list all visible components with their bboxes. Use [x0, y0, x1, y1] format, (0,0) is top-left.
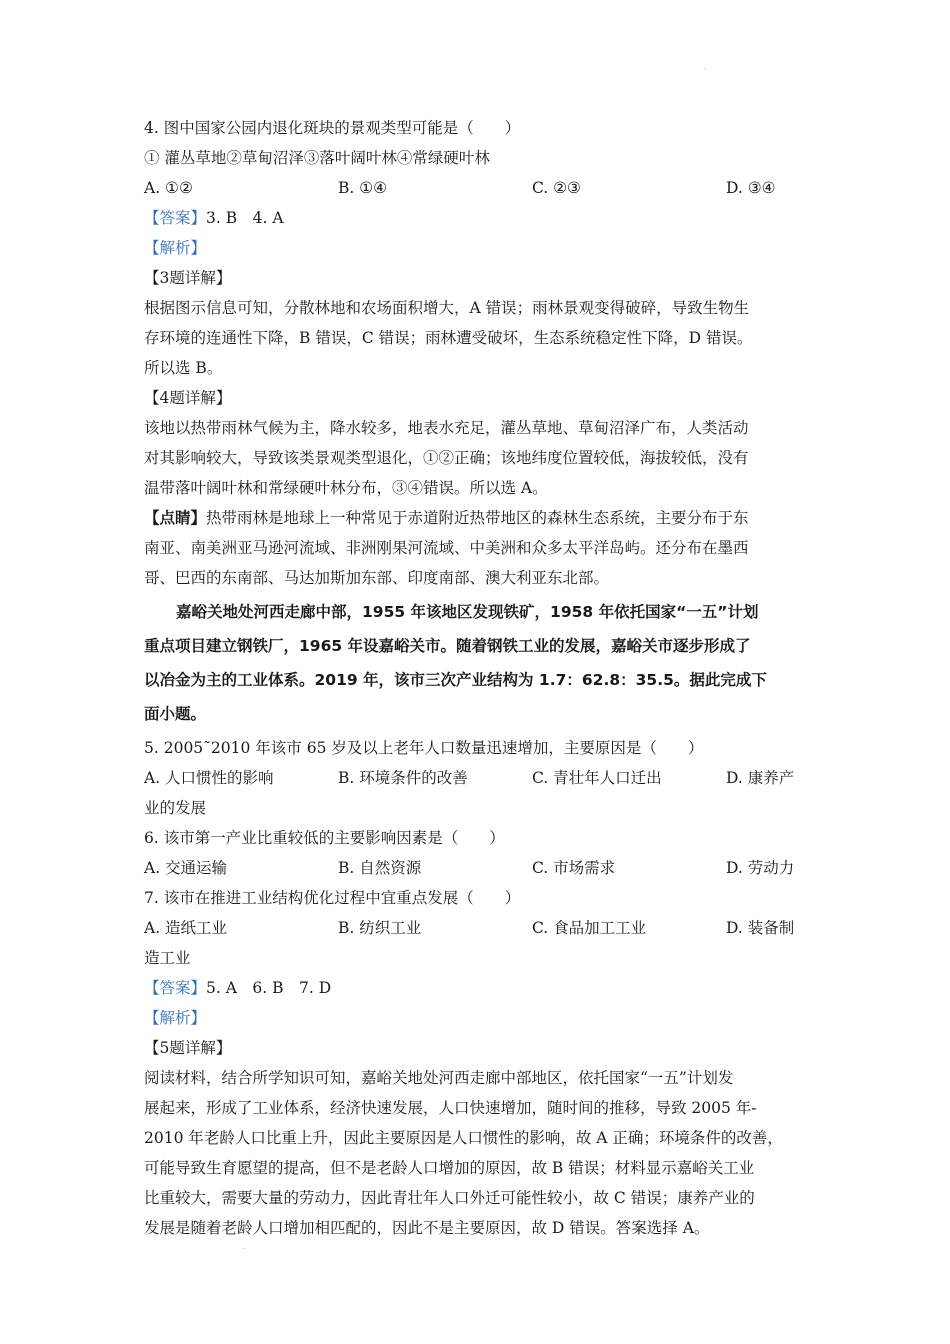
q7-option-c: C. 食品加工工业: [532, 919, 647, 937]
detail5-line: 展起来，形成了工业体系，经济快速发展，人口快速增加，随时间的推移，导致 2005 年-: [144, 1099, 757, 1117]
answer-block-2: [144, 973, 814, 1003]
detail4-line: 该地以热带雨林气候为主，降水较多，地表水充足，灌丛草地、草甸沼泽广布，人类活动: [144, 419, 749, 437]
tip-label: 【点睛】: [144, 508, 207, 527]
q7-option-a: A. 造纸工业: [144, 919, 228, 937]
q7-options: [144, 913, 814, 943]
passage-line: 以冶金为主的工业体系。2019 年，该市三次产业结构为 1.7：62.8：35.5。据此完成下: [144, 671, 767, 689]
passage-line: 嘉峪关地处河西走廊中部，1955 年该地区发现铁矿，1958 年依托国家“一五”计划: [176, 603, 759, 621]
detail3-line: 根据图示信息可知，分散林地和农场面积增大，A 错误；雨林景观变得破碎，导致生物生: [144, 299, 750, 317]
detail5-line: 阅读材料，结合所学知识可知，嘉峪关地处河西走廊中部地区，依托国家“一五”计划发: [144, 1069, 734, 1087]
detail4-line: 温带落叶阔叶林和常绿硬叶林分布，③④错误。所以选 A。: [144, 479, 548, 497]
tip-text: 热带雨林是地球上一种常见于赤道附近热带地区的森林生态系统，主要分布于东: [206, 509, 749, 527]
detail5-title: 【5题详解】: [144, 1039, 232, 1057]
reading-passage: [144, 595, 814, 731]
detail5-line: 比重较大，需要大量的劳动力，因此青壮年人口外迁可能性较小，故 C 错误；康养产业的: [144, 1189, 755, 1207]
q5-option-b: B. 环境条件的改善: [338, 769, 468, 787]
tip-line: [144, 503, 814, 533]
q7-option-d-wrap: 造工业: [144, 949, 191, 967]
q6-option-d: D. 劳动力: [726, 859, 795, 877]
q4-option-a: A. ①②: [144, 179, 193, 197]
q6-option-b: B. 自然资源: [338, 859, 422, 877]
q7-option-b: B. 纺织工业: [338, 919, 422, 937]
detail3-title: 【3题详解】: [144, 269, 232, 287]
detail5-line: 2010 年老龄人口比重上升，因此主要原因是人口惯性的影响，故 A 正确；环境条件的改善，: [144, 1129, 783, 1147]
analysis-block-2: [144, 1003, 814, 1033]
q5-stem: 5. 2005˜2010 年该市 65 岁及以上老年人口数量迅速增加，主要原因是（ ）: [144, 739, 704, 757]
q5-option-d-wrap: 业的发展: [144, 799, 207, 817]
q5-option-d: D. 康养产: [726, 769, 795, 787]
q4-items: ① 灌丛草地②草甸沼泽③落叶阔叶林④常绿硬叶林: [144, 149, 490, 167]
document-content: [144, 113, 814, 1243]
q6-stem: 6. 该市第一产业比重较低的主要影响因素是（ ）: [144, 829, 505, 847]
q4-stem: 4. 图中国家公园内退化斑块的景观类型可能是（ ）: [144, 119, 521, 137]
analysis-label: 【解析】: [144, 1009, 207, 1027]
q4-option-b: B. ①④: [338, 179, 388, 197]
detail4-title: 【4题详解】: [144, 389, 232, 407]
detail3-line: 存环境的连通性下降，B 错误，C 错误；雨林遭受破坏，生态系统稳定性下降，D 错误。: [144, 329, 753, 347]
analysis-label: 【解析】: [144, 239, 207, 257]
analysis-block-1: [144, 233, 814, 263]
answer-label: 【答案】: [144, 979, 207, 997]
detail5-line: 发展是随着老龄人口增加相匹配的，因此不是主要原因，故 D 错误。答案选择 A。: [144, 1219, 710, 1237]
q4-options: [144, 173, 814, 203]
answer-text: 3. B 4. A: [206, 209, 284, 227]
q6-option-a: A. 交通运输: [144, 859, 228, 877]
tip-line: 哥、巴西的东南部、马达加斯加东部、印度南部、澳大利亚东北部。: [144, 569, 610, 587]
answer-label: 【答案】: [144, 209, 207, 227]
q5-option-a: A. 人口惯性的影响: [144, 769, 274, 787]
q4-option-d: D. ③④: [726, 179, 776, 197]
answer-block-1: [144, 203, 814, 233]
passage-line: 面小题。: [144, 705, 207, 723]
q7-stem: 7. 该市在推进工业结构优化过程中宜重点发展（ ）: [144, 889, 521, 907]
q5-option-c: C. 青壮年人口迁出: [532, 769, 662, 787]
detail4-line: 对其影响较大，导致该类景观类型退化，①②正确；该地纬度位置较低，海拔较低，没有: [144, 449, 749, 467]
corner-dot-top: .: [704, 62, 707, 71]
detail3-line: 所以选 B。: [144, 359, 223, 377]
detail5-line: 可能导致生育愿望的提高，但不是老龄人口增加的原因，故 B 错误；材料显示嘉峪关工业: [144, 1159, 755, 1177]
passage-line: 重点项目建立钢铁厂，1965 年设嘉峪关市。随着钢铁工业的发展，嘉峪关市逐步形成了: [144, 637, 751, 655]
answer-text: 5. A 6. B 7. D: [206, 979, 332, 997]
q7-option-d: D. 装备制: [726, 919, 795, 937]
tip-line: 南亚、南美洲亚马逊河流域、非洲刚果河流域、中美洲和众多太平洋岛屿。还分布在墨西: [144, 539, 749, 557]
q6-options: [144, 853, 814, 883]
corner-dot-bottom: .: [243, 1242, 246, 1251]
q6-option-c: C. 市场需求: [532, 859, 616, 877]
q4-option-c: C. ②③: [532, 179, 581, 197]
q5-options: [144, 763, 814, 793]
